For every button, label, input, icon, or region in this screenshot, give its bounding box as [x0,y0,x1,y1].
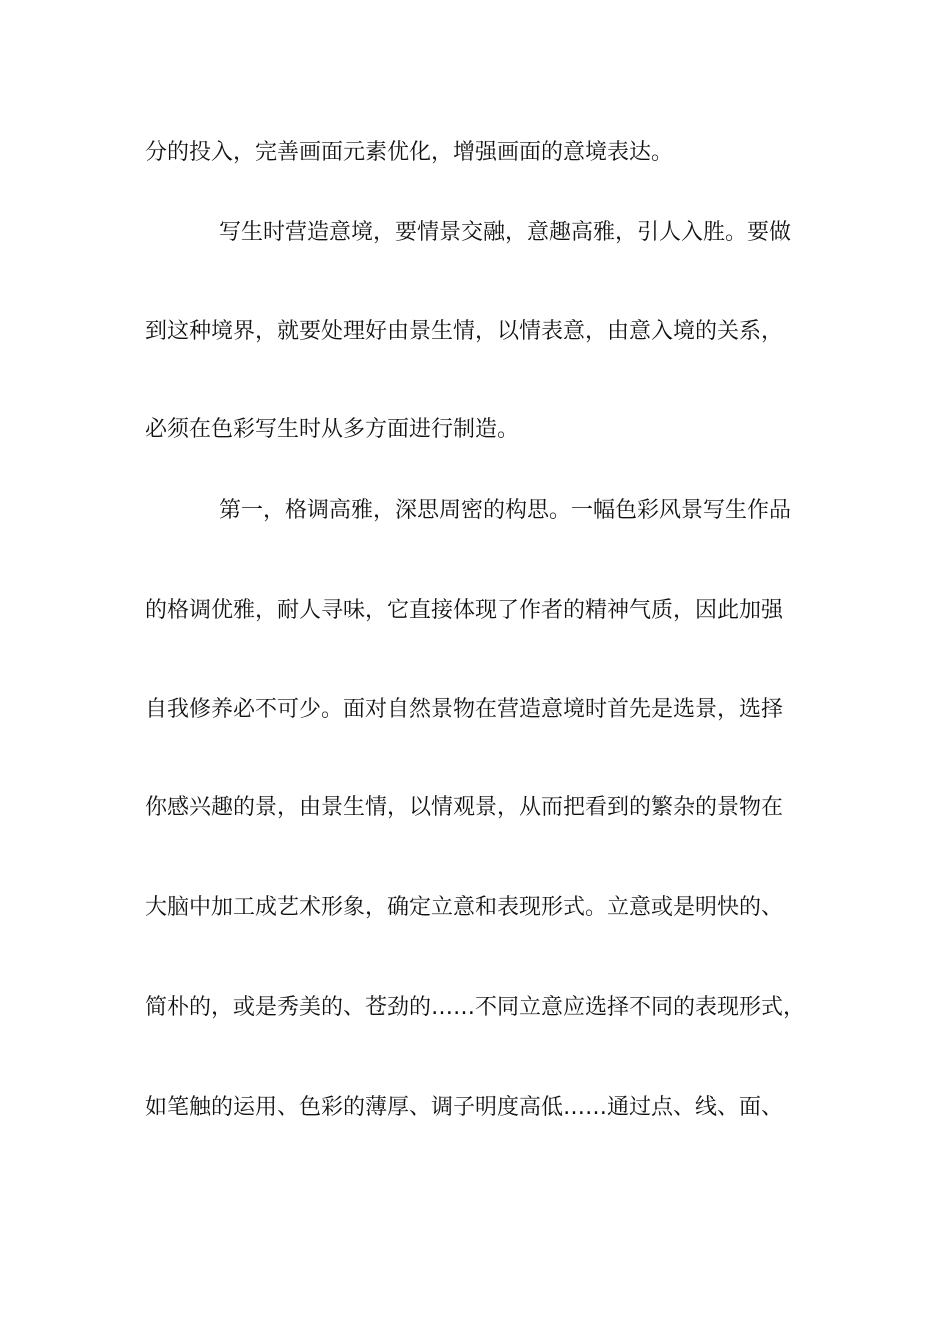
text-line: 到这种境界，就要处理好由景生情，以情表意，由意入境的关系， [145,319,784,344]
text-line: 写生时营造意境，要情景交融，意趣高雅，引人入胜。要做 [219,220,792,245]
text-line: 必须在色彩写生时从多方面进行制造。 [145,417,520,442]
text-line: 如笔触的运用、色彩的薄厚、调子明度高低……通过点、线、面、 [145,1095,784,1120]
text-line: 自我修养必不可少。面对自然景物在营造意境时首先是选景，选择 [145,697,784,722]
text-line: 分的投入，完善画面元素优化，增强画面的意境表达。 [145,140,674,165]
text-line: 的格调优雅，耐人寻味，它直接体现了作者的精神气质，因此加强 [145,598,784,623]
text-line: 你感兴趣的景，由景生情，以情观景，从而把看到的繁杂的景物在 [145,795,784,820]
text-line: 简朴的，或是秀美的、苍劲的……不同立意应选择不同的表现形式， [145,995,806,1020]
text-line: 大脑中加工成艺术形象，确定立意和表现形式。立意或是明快的、 [145,895,784,920]
text-line: 第一，格调高雅，深思周密的构思。一幅色彩风景写生作品 [219,498,792,523]
